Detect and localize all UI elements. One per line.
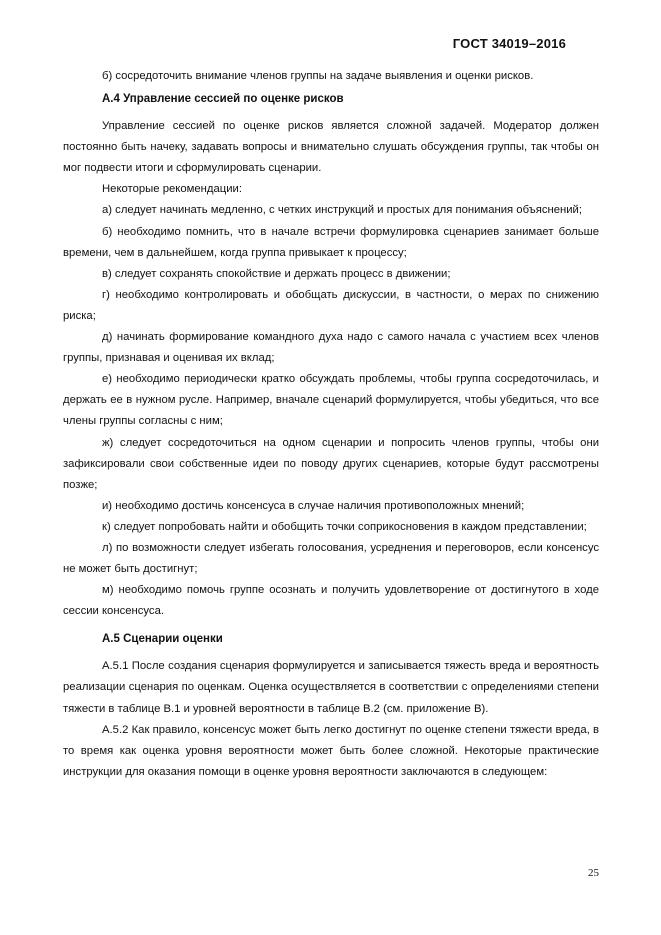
paragraph: А.5.1 После создания сценария формулируется и записывается тяжесть вреда и вероятность реализации сценария по оценкам. Оценка осуществляется в соответствии с определениями степени тяжести в таблице В.1 и уровней вероятности в таблице В.2 (см. приложение В). <box>63 660 599 715</box>
list-item: ж) следует сосредоточиться на одном сценарии и попросить членов группы, чтобы они зафиксировали свои собственные идеи по поводу других сценариев, которые будут рассмотрены позже; <box>63 436 599 491</box>
paragraph: Управление сессией по оценке рисков является сложной задачей. Модератор должен постоянно быть начеку, задавать вопросы и внимательно слушать обсуждения группы, так чтобы он мог подвести итоги и сформулировать сценарии. <box>63 120 599 175</box>
section-heading-a4: А.4 Управление сессией по оценке рисков <box>102 93 344 106</box>
list-item: л) по возможности следует избегать голосования, усреднения и переговоров, если консенсус не может быть достигнут; <box>63 541 599 576</box>
list-item: г) необходимо контролировать и обобщать дискуссии, в частности, о мерах по снижению риска; <box>63 288 599 322</box>
page-number: 25 <box>588 867 599 879</box>
list-item: е) необходимо периодически кратко обсуждать проблемы, чтобы группа сосредоточилась, и держать ее в нужном русле. Например, вначале сценарий формулируется, чтобы убедиться, что все члены группы согласны с ним; <box>63 373 599 428</box>
list-item: и) необходимо достичь консенсуса в случае наличия противоположных мнений; <box>102 499 525 512</box>
standard-designation: ГОСТ 34019–2016 <box>452 36 566 51</box>
list-item: д) начинать формирование командного духа надо с самого начала с участием всех членов группы, признавая и оценивая их вклад; <box>63 331 599 365</box>
paragraph: б) сосредоточить внимание членов группы на задаче выявления и оценки рисков. <box>102 70 534 82</box>
list-item: м) необходимо помочь группе осознать и получить удовлетворение от достигнутого в ходе сессии консенсуса. <box>63 584 599 618</box>
section-heading-a5: А.5 Сценарии оценки <box>102 633 223 646</box>
paragraph: Некоторые рекомендации: <box>102 183 243 196</box>
list-item: в) следует сохранять спокойствие и держать процесс в движении; <box>102 267 451 280</box>
list-item: б) необходимо помнить, что в начале встречи формулировка сценариев занимает больше времени, чем в дальнейшем, когда группа привыкает к процессу; <box>63 225 599 259</box>
list-item: к) следует попробовать найти и обобщить точки соприкосновения в каждом представлении; <box>102 520 587 533</box>
list-item: а) следует начинать медленно, с четких инструкций и простых для понимания объяснений; <box>102 204 583 217</box>
paragraph: А.5.2 Как правило, консенсус может быть легко достигнут по оценке степени тяжести вреда, в то время как оценка уровня вероятности может быть более сложной. Некоторые практические инструкции для оказания помощи в оценке уровня вероятности заключаются в следующем: <box>63 723 599 778</box>
page-body <box>63 66 599 783</box>
